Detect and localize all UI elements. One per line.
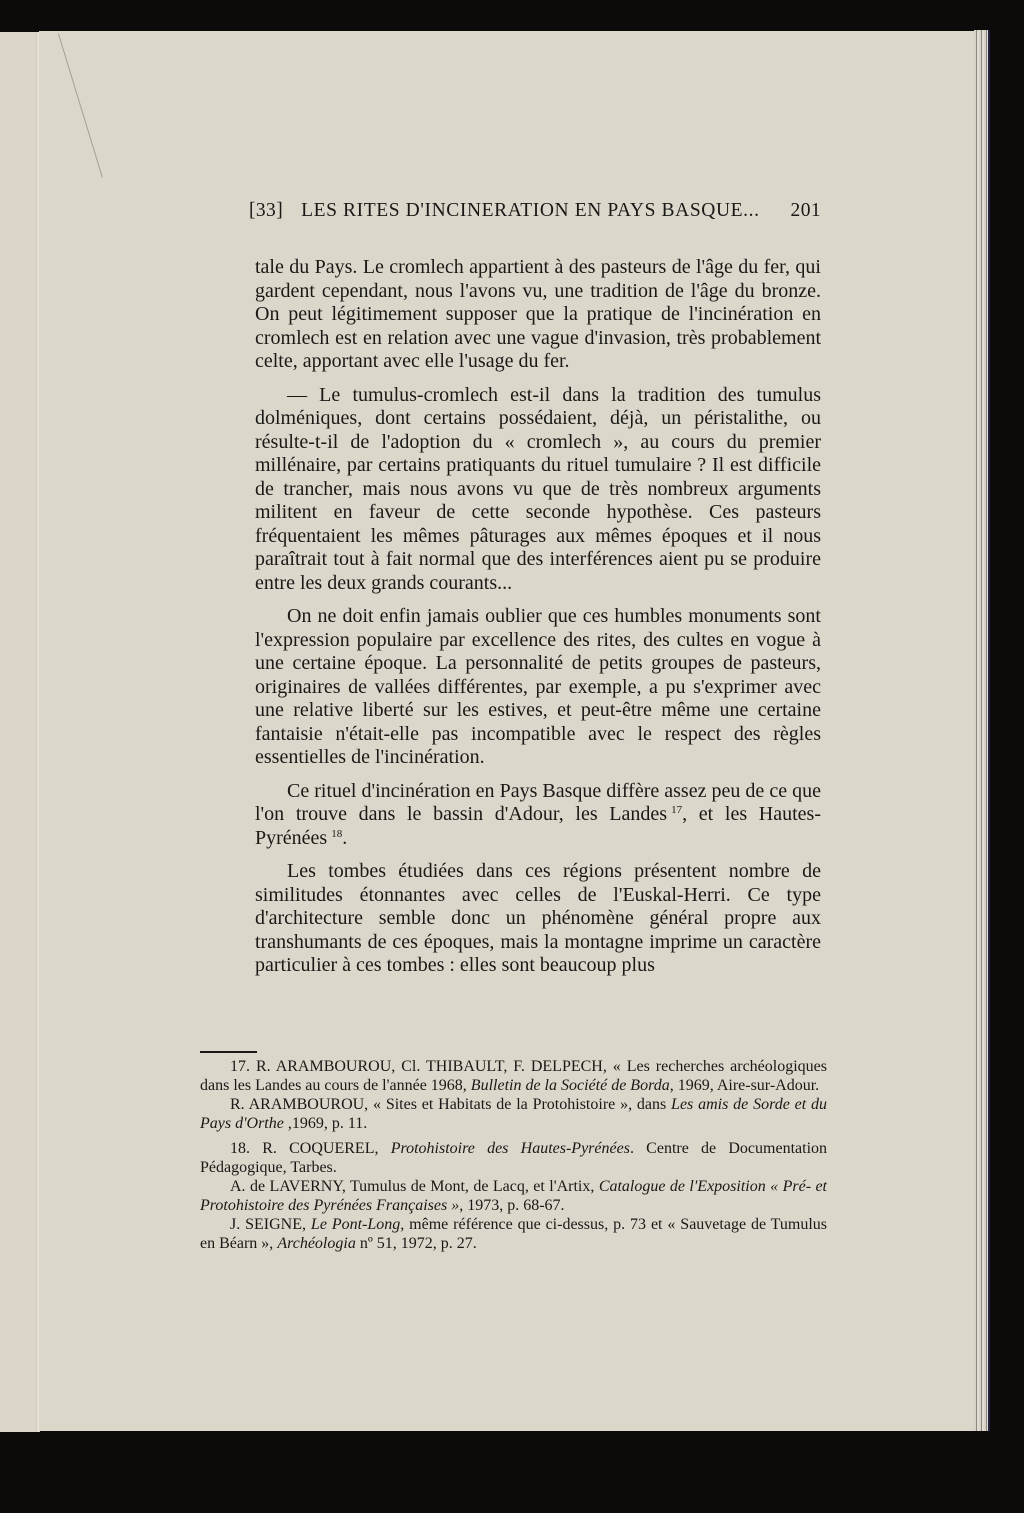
paragraph-5: Les tombes étudiées dans ces régions présentent nombre de similitudes étonnantes avec celles de l'Euskal-Herri. Ce type d'architecture semble donc un phénomène général propre aux transhumants de ces époques, mais la montagne imprime un caractère particulier à ces tombes : elles sont beaucoup plus [255,860,821,976]
page-stack-edges [974,30,988,1431]
facing-page-edge [0,32,38,1432]
section-number: [33] [249,200,284,221]
running-head [249,200,821,230]
footnote-18b-title: Catalogue de l'Exposition « Pré- et Protohistoire des Pyrénées Françaises » [200,1178,828,1214]
footnote-ref-17[interactable]: 17 [671,804,683,816]
footnote-17-text: 17. R. ARAMBOUROU, Cl. THIBAULT, F. DELPECH, « Les recherches archéologiques dans les Landes au cours de l'année 1968, [200,1058,827,1094]
footnote-ref-18[interactable]: 18 [331,827,343,840]
footnote-18-text: 18. R. COQUEREL, [230,1140,391,1157]
footnote-17-title: Bulletin de la Société de Borda [470,1077,670,1094]
footnotes [200,1057,827,1253]
footnote-17 [200,1057,827,1095]
paragraph-3: On ne doit enfin jamais oublier que ces humbles monuments sont l'expression populaire par excellence des rites, des cultes en vogue à une certaine époque. La personnalité de petits groupes de pasteurs, originaires de vallées différentes, par exemple, a pu s'exprimer avec une relative liberté sur les estives, et peut-être même une certaine fantaisie n'était-elle pas incompatible avec le respect des règles essentielles de l'incinération. [255,605,821,768]
footnote-18c-title: Le Pont-Long [310,1216,401,1233]
page-number: 201 [790,200,821,221]
footnote-18c-tail: nº 51, 1972, p. 27. [355,1235,477,1252]
footnote-separator [200,1051,257,1053]
footnote-18c-journal: Archéologia [277,1235,356,1252]
paragraph-4-text-b: , et les Hautes-Pyrénées [255,803,821,849]
footnote-18-tail: . Centre de Documentation Pédagogique, Tarbes. [200,1140,828,1176]
running-title: LES RITES D'INCINERATION EN PAYS BASQUE... [301,200,760,221]
footnote-17b-text: R. ARAMBOUROU, « Sites et Habitats de la Protohistoire », dans [230,1096,672,1113]
footnote-18-c [200,1215,827,1253]
paragraph-4 [255,780,821,851]
footnote-18b-text: A. de LAVERNY, Tumulus de Mont, de Lacq, et l'Artix, [230,1178,599,1195]
footnote-18c-middle: , même référence que ci-dessus, p. 73 et « Sauvetage de Tumulus en Béarn », [200,1216,828,1252]
footnote-18b-tail: , 1973, p. 68-67. [459,1197,565,1214]
footnote-18-b [200,1177,827,1215]
footnote-18-title: Protohistoire des Hautes-Pyrénées [390,1140,630,1157]
footnote-18c-text: J. SEIGNE, [230,1216,311,1233]
footnote-17-b [200,1095,827,1133]
body-text [255,256,821,988]
footnote-17b-tail: ,1969, p. 11. [283,1115,368,1132]
footnote-17-tail: , 1969, Aire-sur-Adour. [669,1077,820,1094]
paragraph-1: tale du Pays. Le cromlech appartient à des pasteurs de l'âge du fer, qui gardent cependant, nous l'avons vu, une tradition de l'âge du bronze. On peut légitimement supposer que la pratique de l'incinération en cromlech est en relation avec une vague d'invasion, très probablement celte, apportant avec elle l'usage du fer. [255,256,821,372]
footnote-17b-title: Les amis de Sorde et du Pays d'Orthe [200,1096,827,1132]
paragraph-2: — Le tumulus-cromlech est-il dans la tradition des tumulus dolméniques, dont certains possédaient, déjà, un péristalithe, ou résulte-t-il de l'adoption du « cromlech », au cours du premier millénaire, par certains pratiquants du rituel tumulaire ? Il est difficile de trancher, mais nous avons vu que de très nombreux arguments militent en faveur de cette seconde hypothèse. Ces pasteurs fréquentaient les mêmes pâturages aux mêmes époques et il nous paraîtrait tout à fait normal que des interférences aient pu se produire entre les deux grands courants... [255,383,821,594]
footnote-18 [200,1139,827,1177]
paragraph-4-text-a: Ce rituel d'incinération en Pays Basque diffère assez peu de ce que l'on trouve dans le bassin d'Adour, les Landes [255,779,821,825]
paragraph-4-text-c: . [342,826,348,849]
